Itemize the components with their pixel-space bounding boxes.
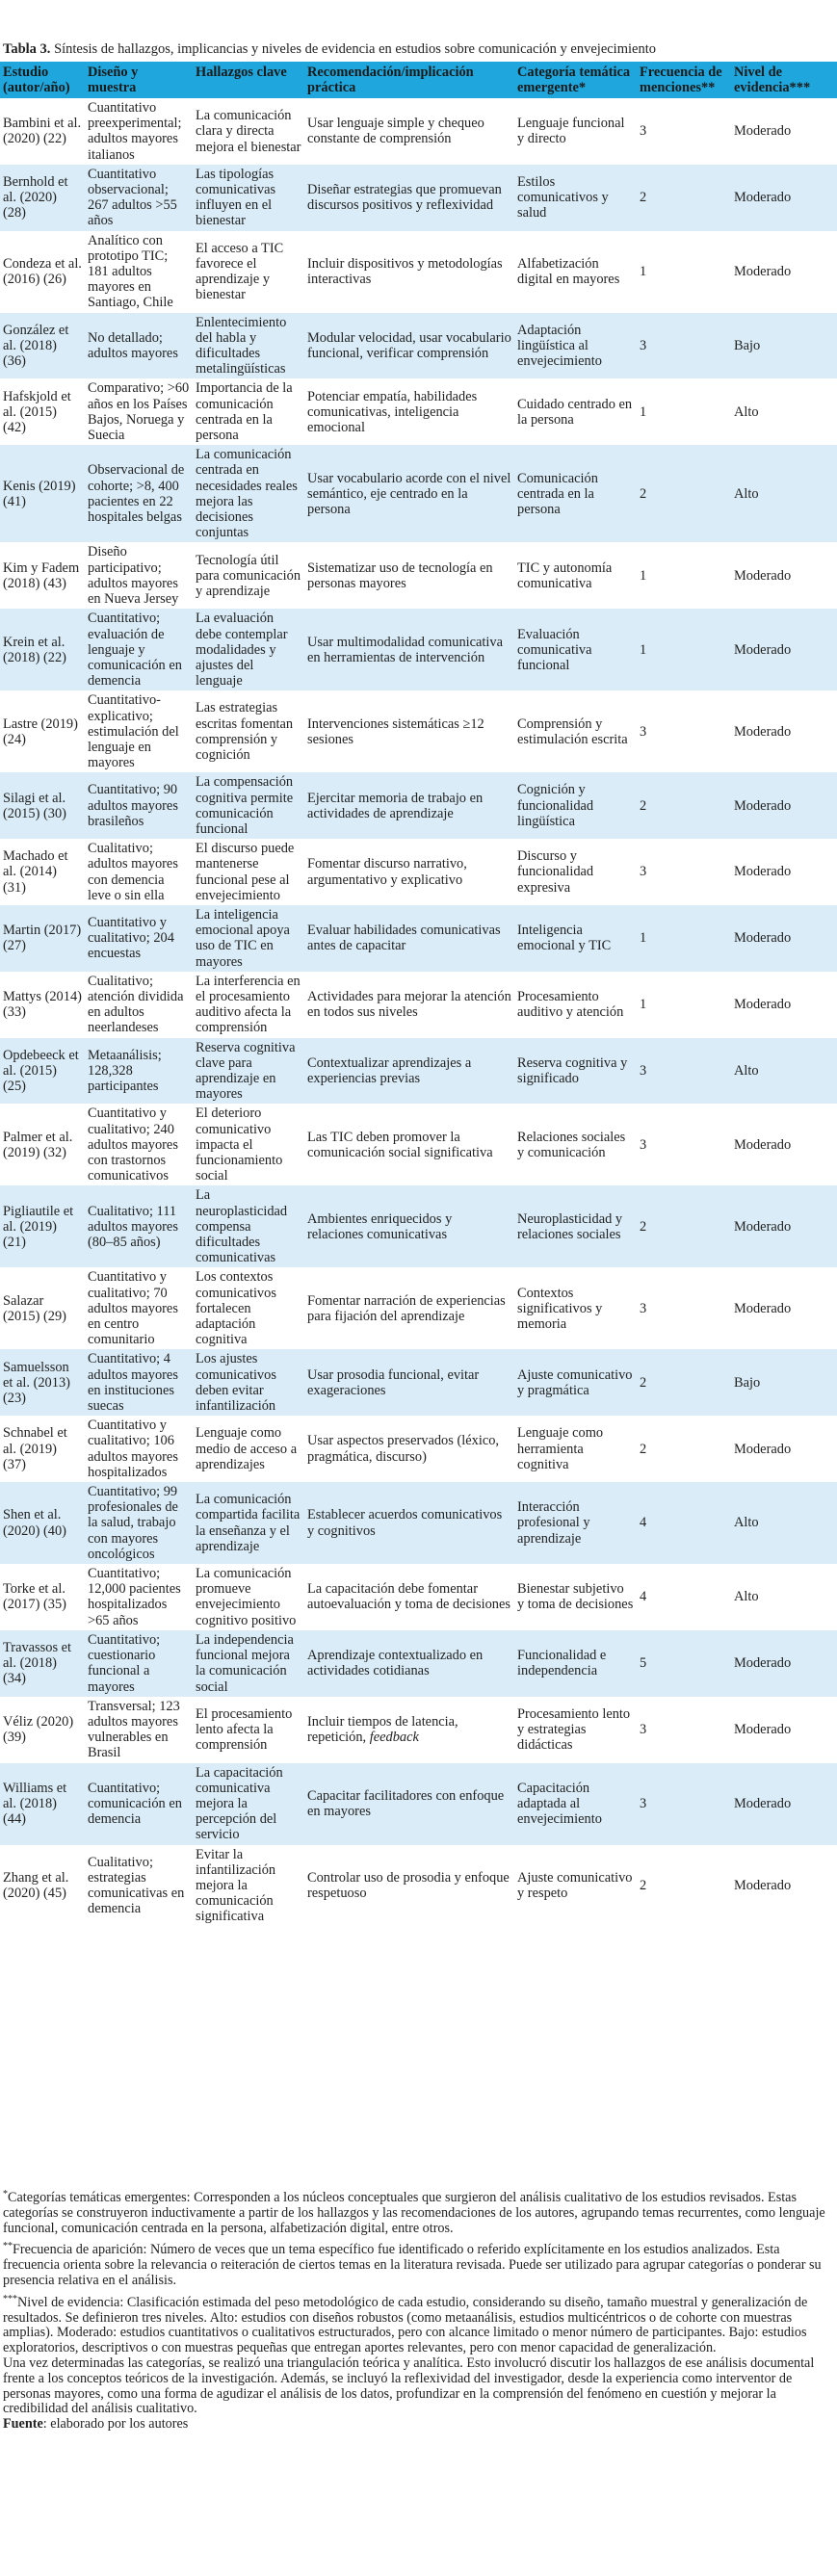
table-row [0,231,837,313]
diseno-cell: Analítico con prototipo TIC; 181 adultos mayores en Santiago, Chile [85,231,193,313]
estudio-cell: Kenis (2019) (41) [0,445,85,542]
frecuencia-cell: 2 [637,1845,731,1927]
frecuencia-cell: 3 [637,313,731,379]
nivel-cell: Moderado [731,1416,837,1482]
nivel-cell: Alto [731,378,837,445]
table-row [0,905,837,972]
hallazgos-cell: Los ajustes comunicativos deben evitar infantilización [193,1349,304,1416]
recomendacion-cell: Fomentar narración de experiencias para fijación del aprendizaje [304,1267,514,1349]
hallazgos-cell: La interferencia en el procesamiento auditivo afecta la comprensión [193,972,304,1038]
note-marker: * [3,2189,8,2199]
categoria-cell: Alfabetización digital en mayores [514,231,637,313]
categoria-cell: Inteligencia emocional y TIC [514,905,637,972]
note-text: Frecuencia de aparición: Número de veces que un tema específico fue identificado o referido explícitamente en los estudios analizados. Esta frecuencia orienta sobre la relevancia o reiteración de ciertos temas en la literatura revisada. Puede ser utilizado para agrupar categorías o ponderar su presencia relativa en el análisis. [3,2242,822,2288]
estudio-cell: Véliz (2020) (39) [0,1697,85,1763]
recomendacion-cell: Diseñar estrategias que promuevan discursos positivos y reflexividad [304,165,514,231]
column-header-nivel: Nivel de evidencia*** [731,62,837,98]
nivel-cell: Moderado [731,1845,837,1927]
table-row [0,839,837,905]
recomendacion-cell: Potenciar empatía, habilidades comunicativas, inteligencia emocional [304,378,514,445]
note-marker: *** [3,2293,17,2304]
estudio-cell: Travassos et al. (2018) (34) [0,1630,85,1697]
table-row [0,378,837,445]
recomendacion-cell: Sistematizar uso de tecnología en personas mayores [304,542,514,609]
recomendacion-cell: Intervenciones sistemáticas ≥12 sesiones [304,690,514,772]
table-row [0,1482,837,1564]
categoria-cell: Evaluación comunicativa funcional [514,609,637,690]
diseno-cell: Diseño participativo; adultos mayores en Nueva Jersey [85,542,193,609]
recomendacion-cell: Controlar uso de prosodia y enfoque respetuoso [304,1845,514,1927]
frecuencia-cell: 5 [637,1630,731,1697]
column-header-hallazgos: Hallazgos clave [193,62,304,98]
hallazgos-cell: La compensación cognitiva permite comunicación funcional [193,772,304,839]
hallazgos-cell: La comunicación compartida facilita la enseñanza y el aprendizaje [193,1482,304,1564]
hallazgos-cell: La neuroplasticidad compensa dificultades comunicativas [193,1185,304,1267]
frecuencia-cell: 1 [637,378,731,445]
categoria-cell: Lenguaje funcional y directo [514,98,637,165]
categoria-cell: Procesamiento auditivo y atención [514,972,637,1038]
table-row [0,1267,837,1349]
note-text: Categorías temáticas emergentes: Corresponden a los núcleos conceptuales que surgieron del análisis cualitativo de los estudios revisados. Estas categorías se construyeron inductivamente a partir de los hallazgos y las recomendaciones de los autores, agrupando temas recurrentes, como lenguaje funcional, comunicación centrada en la persona, alfabetización digital, entre otros. [3,2190,825,2236]
frecuencia-cell: 1 [637,231,731,313]
recomendacion-cell: Usar lenguaje simple y chequeo constante de comprensión [304,98,514,165]
recomendacion-cell: Evaluar habilidades comunicativas antes de capacitar [304,905,514,972]
frecuencia-cell: 2 [637,1349,731,1416]
diseno-cell: Cuantitativo-explicativo; estimulación del lenguaje en mayores [85,690,193,772]
hallazgos-cell: El acceso a TIC favorece el aprendizaje y bienestar [193,231,304,313]
hallazgos-cell: El procesamiento lento afecta la comprensión [193,1697,304,1763]
categoria-cell: Comunicación centrada en la persona [514,445,637,542]
nivel-cell: Moderado [731,1697,837,1763]
hallazgos-cell: Las estrategias escritas fomentan comprensión y cognición [193,690,304,772]
nivel-cell: Moderado [731,772,837,839]
column-header-frecuencia: Frecuencia de menciones** [637,62,731,98]
categoria-cell: Bienestar subjetivo y toma de decisiones [514,1564,637,1630]
hallazgos-cell: Evitar la infantilización mejora la comunicación significativa [193,1845,304,1927]
diseno-cell: Cuantitativo y cualitativo; 240 adultos mayores con trastornos comunicativos [85,1104,193,1185]
frecuencia-cell: 3 [637,1697,731,1763]
hallazgos-cell: La independencia funcional mejora la comunicación social [193,1630,304,1697]
categoria-cell: Adaptación lingüística al envejecimiento [514,313,637,379]
nivel-cell: Moderado [731,690,837,772]
nivel-cell: Moderado [731,1104,837,1185]
column-header-categoria: Categoría temática emergente* [514,62,637,98]
hallazgos-cell: La inteligencia emocional apoya uso de TIC en mayores [193,905,304,972]
frecuencia-cell: 3 [637,98,731,165]
frecuencia-cell: 4 [637,1564,731,1630]
recomendacion-cell: Actividades para mejorar la atención en todos sus niveles [304,972,514,1038]
nivel-cell: Alto [731,1038,837,1105]
nivel-cell: Bajo [731,313,837,379]
nivel-cell: Alto [731,1564,837,1630]
diseno-cell: Comparativo; >60 años en los Países Bajos, Noruega y Suecia [85,378,193,445]
recomendacion-cell: Usar aspectos preservados (léxico, pragmática, discurso) [304,1416,514,1482]
frecuencia-cell: 2 [637,445,731,542]
estudio-cell: Palmer et al. (2019) (32) [0,1104,85,1185]
diseno-cell: Cuantitativo; 90 adultos mayores brasileños [85,772,193,839]
estudio-cell: Mattys (2014) (33) [0,972,85,1038]
diseno-cell: Cuantitativo; evaluación de lenguaje y comunicación en demencia [85,609,193,690]
column-header-estudio: Estudio (autor/año) [0,62,85,98]
estudio-cell: Opdebeeck et al. (2015) (25) [0,1038,85,1105]
frecuencia-cell: 3 [637,1038,731,1105]
table-row [0,1104,837,1185]
estudio-cell: Zhang et al. (2020) (45) [0,1845,85,1927]
table-caption-text: Síntesis de hallazgos, implicancias y niveles de evidencia en estudios sobre comunicación y envejecimiento [50,41,656,57]
nivel-cell: Bajo [731,1349,837,1416]
table-caption [3,40,656,58]
diseno-cell: Cuantitativo y cualitativo; 204 encuestas [85,905,193,972]
nivel-cell: Moderado [731,98,837,165]
recomendacion-cell: Contextualizar aprendizajes a experiencias previas [304,1038,514,1105]
estudio-cell: Hafskjold et al. (2015) (42) [0,378,85,445]
estudio-cell: Bambini et al. (2020) (22) [0,98,85,165]
table-caption-label: Tabla 3. [3,41,51,57]
diseno-cell: Observacional de cohorte; >8, 400 pacientes en 22 hospitales belgas [85,445,193,542]
table-header-row [0,62,837,98]
evidence-table [0,62,837,1927]
diseno-cell: Cualitativo; estrategias comunicativas en demencia [85,1845,193,1927]
recomendacion-cell: Fomentar discurso narrativo, argumentativo y explicativo [304,839,514,905]
diseno-cell: No detallado; adultos mayores [85,313,193,379]
recomendacion-cell: Ambientes enriquecidos y relaciones comunicativas [304,1185,514,1267]
hallazgos-cell: El discurso puede mantenerse funcional pese al envejecimiento [193,839,304,905]
estudio-cell: Pigliautile et al. (2019) (21) [0,1185,85,1267]
table-row [0,690,837,772]
table-body [0,98,837,1927]
note-triangulacion: Una vez determinadas las categorías, se realizó una triangulación teórica y analítica. Esto involucró discutir los hallazgos de ese análisis documental frente a los conceptos teóricos de la investigación. Además, se incluyó la reflexividad del investigador, desde la experiencia como interventor de personas mayores, como una forma de agudizar el análisis de los datos, profundizar en la comprensión del fenómeno en cuestión y mejorar la credibilidad del análisis cualitativo. [3,2355,815,2417]
table-row [0,542,837,609]
note-nivel [3,2293,831,2356]
note-marker: ** [3,2241,13,2252]
categoria-cell: Lenguaje como herramienta cognitiva [514,1416,637,1482]
nivel-cell: Moderado [731,542,837,609]
table-row [0,1416,837,1482]
frecuencia-cell: 2 [637,1416,731,1482]
categoria-cell: Discurso y funcionalidad expresiva [514,839,637,905]
table-row [0,98,837,165]
source-text: : elaborado por los autores [42,2416,189,2433]
feedback-emphasis: feedback [369,1730,419,1746]
frecuencia-cell: 1 [637,609,731,690]
table-row [0,313,837,379]
estudio-cell: Williams et al. (2018) (44) [0,1763,85,1845]
categoria-cell: Cuidado centrado en la persona [514,378,637,445]
estudio-cell: Kim y Fadem (2018) (43) [0,542,85,609]
hallazgos-cell: Importancia de la comunicación centrada en la persona [193,378,304,445]
nivel-cell: Moderado [731,609,837,690]
hallazgos-cell: La capacitación comunicativa mejora la percepción del servicio [193,1763,304,1845]
table-row [0,1564,837,1630]
nivel-cell: Alto [731,1482,837,1564]
hallazgos-cell: El deterioro comunicativo impacta el funcionamiento social [193,1104,304,1185]
categoria-cell: Capacitación adaptada al envejecimiento [514,1763,637,1845]
estudio-cell: Bernhold et al. (2020) (28) [0,165,85,231]
table-row [0,1845,837,1927]
frecuencia-cell: 3 [637,1267,731,1349]
diseno-cell: Cuantitativo; comunicación en demencia [85,1763,193,1845]
estudio-cell: González et al. (2018) (36) [0,313,85,379]
diseno-cell: Cuantitativo; cuestionario funcional a mayores [85,1630,193,1697]
categoria-cell: Interacción profesional y aprendizaje [514,1482,637,1564]
hallazgos-cell: Reserva cognitiva clave para aprendizaje en mayores [193,1038,304,1105]
recomendacion-cell: Usar multimodalidad comunicativa en herramientas de intervención [304,609,514,690]
diseno-cell: Cuantitativo; 4 adultos mayores en instituciones suecas [85,1349,193,1416]
note-fuente [3,2417,831,2433]
table-row [0,1630,837,1697]
diseno-cell: Metaanálisis; 128,328 participantes [85,1038,193,1105]
nivel-cell: Moderado [731,1630,837,1697]
estudio-cell: Salazar (2015) (29) [0,1267,85,1349]
categoria-cell: Funcionalidad e independencia [514,1630,637,1697]
estudio-cell: Martin (2017) (27) [0,905,85,972]
hallazgos-cell: Enlentecimiento del habla y dificultades metalingüísticas [193,313,304,379]
categoria-cell: Contextos significativos y memoria [514,1267,637,1349]
hallazgos-cell: Las tipologías comunicativas influyen en el bienestar [193,165,304,231]
diseno-cell: Cuantitativo observacional; 267 adultos >55 años [85,165,193,231]
categoria-cell: Estilos comunicativos y salud [514,165,637,231]
recomendacion-cell: Incluir dispositivos y metodologías interactivas [304,231,514,313]
table-row [0,1038,837,1105]
frecuencia-cell: 2 [637,165,731,231]
estudio-cell: Shen et al. (2020) (40) [0,1482,85,1564]
table-row [0,1763,837,1845]
note-text: Nivel de evidencia: Clasificación estimada del peso metodológico de cada estudio, considerando su diseño, tamaño muestral y generalización de resultados. Se definieron tres niveles. Alto: estudios con diseños robustos (como metaanálisis, estudios multicéntricos o de cohorte con muestras amplias). Moderado: estudios cuantitativos o cualitativos estructurados, pero con alcance limitado o menor número de participantes. Bajo: estudios exploratorios, descriptivos o con muestras pequeñas que entregan aportes relevantes, pero con menor capacidad de generalización. [3,2294,808,2356]
table-row [0,165,837,231]
diseno-cell: Transversal; 123 adultos mayores vulnerables en Brasil [85,1697,193,1763]
frecuencia-cell: 2 [637,1185,731,1267]
hallazgos-cell: Lenguaje como medio de acceso a aprendizajes [193,1416,304,1482]
hallazgos-cell: La comunicación centrada en necesidades reales mejora las decisiones conjuntas [193,445,304,542]
diseno-cell: Cuantitativo preexperimental; adultos mayores italianos [85,98,193,165]
hallazgos-cell: Tecnología útil para comunicación y aprendizaje [193,542,304,609]
frecuencia-cell: 1 [637,905,731,972]
note-categorias [3,2191,831,2236]
hallazgos-cell: Los contextos comunicativos fortalecen adaptación cognitiva [193,1267,304,1349]
diseno-cell: Cuantitativo y cualitativo; 70 adultos mayores en centro comunitario [85,1267,193,1349]
categoria-cell: Ajuste comunicativo y respeto [514,1845,637,1927]
recomendacion-cell: La capacitación debe fomentar autoevaluación y toma de decisiones [304,1564,514,1630]
categoria-cell: Reserva cognitiva y significado [514,1038,637,1105]
categoria-cell: TIC y autonomía comunicativa [514,542,637,609]
column-header-diseno: Diseño y muestra [85,62,193,98]
table-row [0,972,837,1038]
recomendacion-cell: Aprendizaje contextualizado en actividades cotidianas [304,1630,514,1697]
estudio-cell: Samuelsson et al. (2013) (23) [0,1349,85,1416]
estudio-cell: Machado et al. (2014) (31) [0,839,85,905]
nivel-cell: Moderado [731,1185,837,1267]
table-notes [3,2191,831,2433]
table-row [0,445,837,542]
recomendacion-cell: Las TIC deben promover la comunicación social significativa [304,1104,514,1185]
frecuencia-cell: 3 [637,1104,731,1185]
categoria-cell: Relaciones sociales y comunicación [514,1104,637,1185]
recomendacion-cell: Usar prosodia funcional, evitar exageraciones [304,1349,514,1416]
nivel-cell: Moderado [731,972,837,1038]
diseno-cell: Cuantitativo; 99 profesionales de la salud, trabajo con mayores oncológicos [85,1482,193,1564]
categoria-cell: Neuroplasticidad y relaciones sociales [514,1185,637,1267]
table-row [0,1185,837,1267]
nivel-cell: Moderado [731,1763,837,1845]
recomendacion-cell: Establecer acuerdos comunicativos y cognitivos [304,1482,514,1564]
nivel-cell: Moderado [731,839,837,905]
source-label: Fuente [3,2416,43,2433]
nivel-cell: Moderado [731,165,837,231]
note-frecuencia [3,2243,831,2288]
frecuencia-cell: 2 [637,772,731,839]
diseno-cell: Cuantitativo y cualitativo; 106 adultos mayores hospitalizados [85,1416,193,1482]
estudio-cell: Krein et al. (2018) (22) [0,609,85,690]
frecuencia-cell: 4 [637,1482,731,1564]
recomendacion-cell: Incluir tiempos de latencia, repetición, feedback [304,1697,514,1763]
categoria-cell: Ajuste comunicativo y pragmática [514,1349,637,1416]
categoria-cell: Procesamiento lento y estrategias didácticas [514,1697,637,1763]
nivel-cell: Moderado [731,1267,837,1349]
recomendacion-cell: Capacitar facilitadores con enfoque en mayores [304,1763,514,1845]
recomendacion-cell: Usar vocabulario acorde con el nivel semántico, eje centrado en la persona [304,445,514,542]
frecuencia-cell: 1 [637,972,731,1038]
diseno-cell: Cualitativo; atención dividida en adultos neerlandeses [85,972,193,1038]
table-row [0,1349,837,1416]
table-row [0,1697,837,1763]
frecuencia-cell: 3 [637,1763,731,1845]
nivel-cell: Alto [731,445,837,542]
table-row [0,609,837,690]
table-row [0,772,837,839]
diseno-cell: Cualitativo; adultos mayores con demencia leve o sin ella [85,839,193,905]
frecuencia-cell: 3 [637,690,731,772]
estudio-cell: Schnabel et al. (2019) (37) [0,1416,85,1482]
frecuencia-cell: 1 [637,542,731,609]
hallazgos-cell: La comunicación promueve envejecimiento cognitivo positivo [193,1564,304,1630]
recomendacion-cell: Ejercitar memoria de trabajo en actividades de aprendizaje [304,772,514,839]
frecuencia-cell: 3 [637,839,731,905]
diseno-cell: Cuantitativo; 12,000 pacientes hospitalizados >65 años [85,1564,193,1630]
estudio-cell: Condeza et al. (2016) (26) [0,231,85,313]
nivel-cell: Moderado [731,905,837,972]
hallazgos-cell: La comunicación clara y directa mejora el bienestar [193,98,304,165]
categoria-cell: Cognición y funcionalidad lingüística [514,772,637,839]
recomendacion-cell: Modular velocidad, usar vocabulario funcional, verificar comprensión [304,313,514,379]
categoria-cell: Comprensión y estimulación escrita [514,690,637,772]
hallazgos-cell: La evaluación debe contemplar modalidades y ajustes del lenguaje [193,609,304,690]
column-header-recomendacion: Recomendación/implicación práctica [304,62,514,98]
estudio-cell: Silagi et al. (2015) (30) [0,772,85,839]
estudio-cell: Torke et al. (2017) (35) [0,1564,85,1630]
diseno-cell: Cualitativo; 111 adultos mayores (80–85 años) [85,1185,193,1267]
estudio-cell: Lastre (2019) (24) [0,690,85,772]
nivel-cell: Moderado [731,231,837,313]
